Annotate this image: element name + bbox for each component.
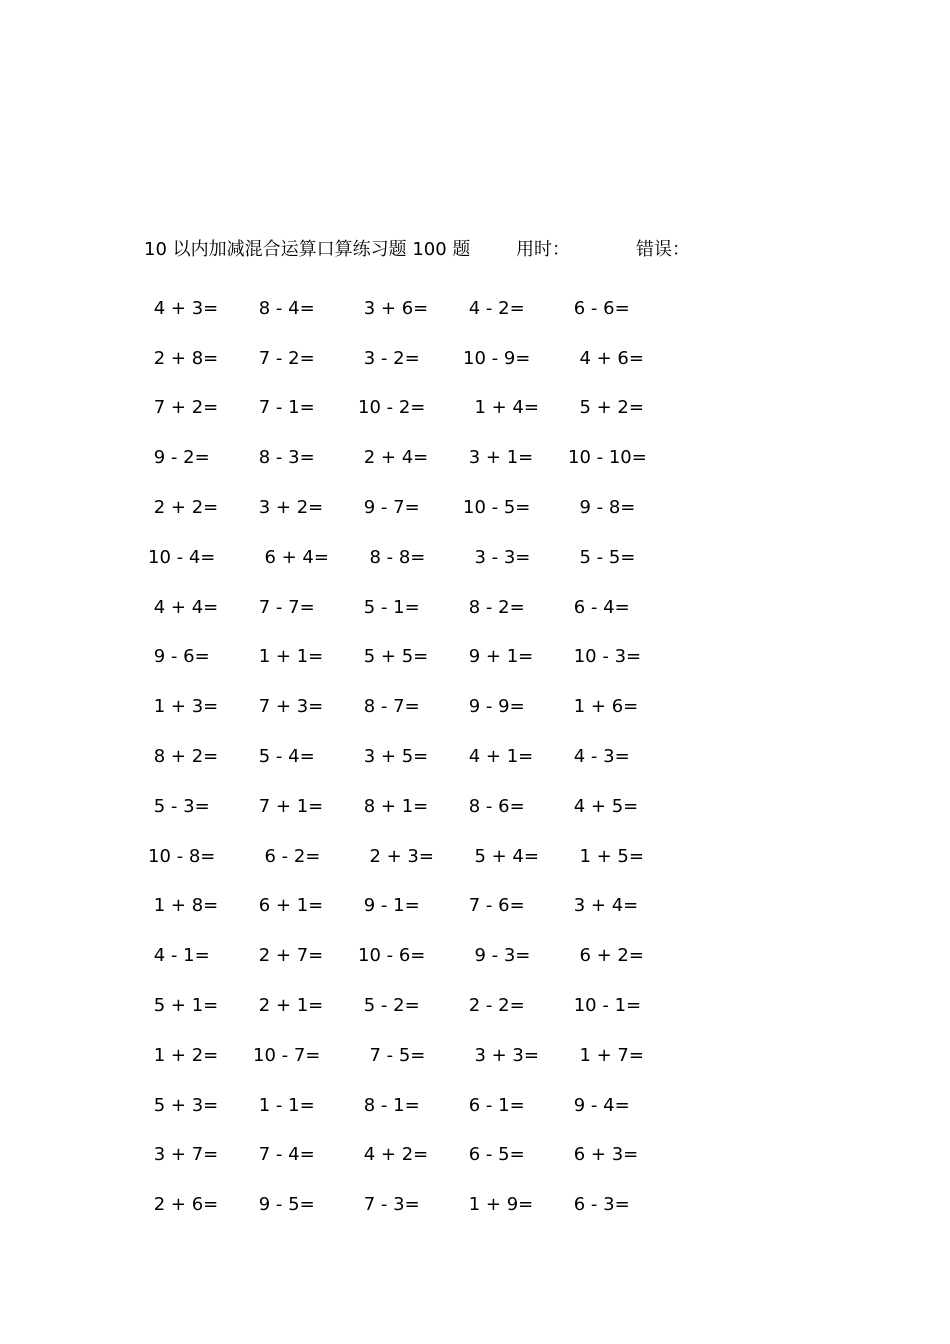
arithmetic-problem: 6 - 6= [568,297,630,319]
problem-row [148,1081,708,1131]
arithmetic-problem: 9 - 1= [358,895,420,917]
problem-row [148,1031,708,1081]
arithmetic-problem: 7 - 7= [253,596,315,618]
arithmetic-problem: 4 + 3= [148,297,219,319]
arithmetic-problem: 3 + 6= [358,297,429,319]
arithmetic-problem: 6 - 3= [568,1194,630,1216]
arithmetic-problem: 7 + 3= [253,696,324,718]
arithmetic-problem: 8 + 1= [358,795,429,817]
arithmetic-problem: 10 - 9= [463,347,531,369]
arithmetic-problem: 2 + 7= [253,945,324,967]
arithmetic-problem: 4 + 4= [148,596,219,618]
arithmetic-problem: 4 + 5= [568,795,639,817]
arithmetic-problem: 7 - 4= [253,1144,315,1166]
arithmetic-problem: 5 - 2= [358,995,420,1017]
arithmetic-problem: 8 - 4= [253,297,315,319]
arithmetic-problem: 8 - 1= [358,1094,420,1116]
arithmetic-problem: 6 + 4= [253,546,329,568]
arithmetic-problem: 9 + 1= [463,646,534,668]
arithmetic-problem: 10 - 10= [568,447,647,469]
problem-row [148,583,708,633]
arithmetic-problem: 7 - 6= [463,895,525,917]
arithmetic-problem: 3 + 2= [253,497,324,519]
arithmetic-problem: 4 + 2= [358,1144,429,1166]
arithmetic-problem: 6 + 3= [568,1144,639,1166]
problem-row [148,433,708,483]
page-title: 10 以内加减混合运算口算练习题 100 题 [144,239,471,260]
arithmetic-problem: 1 + 5= [568,845,644,867]
problem-row [148,981,708,1031]
problem-row [148,882,708,932]
arithmetic-problem: 3 + 4= [568,895,639,917]
arithmetic-problem: 9 - 6= [148,646,210,668]
arithmetic-problem: 1 + 2= [148,1044,219,1066]
problem-row [148,483,708,533]
problem-row [148,384,708,434]
arithmetic-problem: 8 - 7= [358,696,420,718]
arithmetic-problem: 5 - 4= [253,746,315,768]
arithmetic-problem: 3 - 3= [463,546,531,568]
arithmetic-problem: 9 - 8= [568,497,636,519]
arithmetic-problem: 4 + 6= [568,347,644,369]
arithmetic-problem: 7 - 3= [358,1194,420,1216]
arithmetic-problem: 3 + 5= [358,746,429,768]
arithmetic-problem: 4 - 2= [463,297,525,319]
arithmetic-problem: 8 + 2= [148,746,219,768]
arithmetic-problem: 2 + 2= [148,497,219,519]
arithmetic-problem: 9 - 5= [253,1194,315,1216]
arithmetic-problem: 3 + 1= [463,447,534,469]
arithmetic-problem: 1 + 9= [463,1194,534,1216]
arithmetic-problem: 10 - 3= [568,646,642,668]
arithmetic-problem: 2 - 2= [463,995,525,1017]
arithmetic-problem: 1 + 3= [148,696,219,718]
problem-grid [148,284,708,1230]
problem-row [148,284,708,334]
arithmetic-problem: 10 - 6= [358,945,426,967]
arithmetic-problem: 1 + 7= [568,1044,644,1066]
arithmetic-problem: 9 - 3= [463,945,531,967]
arithmetic-problem: 9 - 2= [148,447,210,469]
arithmetic-problem: 10 - 4= [148,546,216,568]
arithmetic-problem: 6 - 5= [463,1144,525,1166]
arithmetic-problem: 10 - 1= [568,995,642,1017]
arithmetic-problem: 5 - 5= [568,546,636,568]
arithmetic-problem: 1 + 6= [568,696,639,718]
arithmetic-problem: 6 + 1= [253,895,324,917]
arithmetic-problem: 1 - 1= [253,1094,315,1116]
arithmetic-problem: 7 - 2= [253,347,315,369]
problem-row [148,782,708,832]
problem-row [148,334,708,384]
arithmetic-problem: 8 - 8= [358,546,426,568]
arithmetic-problem: 7 + 2= [148,397,219,419]
arithmetic-problem: 6 - 4= [568,596,630,618]
problem-row [148,931,708,981]
problem-row [148,682,708,732]
arithmetic-problem: 5 + 5= [358,646,429,668]
arithmetic-problem: 5 + 3= [148,1094,219,1116]
arithmetic-problem: 10 - 2= [358,397,426,419]
problem-row [148,633,708,683]
arithmetic-problem: 7 - 5= [358,1044,426,1066]
arithmetic-problem: 8 - 2= [463,596,525,618]
arithmetic-problem: 2 + 8= [148,347,219,369]
arithmetic-problem: 4 - 3= [568,746,630,768]
arithmetic-problem: 2 + 3= [358,845,434,867]
arithmetic-problem: 9 - 9= [463,696,525,718]
problem-row [148,533,708,583]
arithmetic-problem: 4 + 1= [463,746,534,768]
errors-label: 错误： [636,239,690,260]
time-used-label: 用时： [516,239,570,260]
arithmetic-problem: 10 - 7= [253,1044,321,1066]
arithmetic-problem: 1 + 8= [148,895,219,917]
problem-row [148,1131,708,1181]
arithmetic-problem: 10 - 8= [148,845,216,867]
problem-row [148,1180,708,1230]
arithmetic-problem: 6 - 1= [463,1094,525,1116]
problem-row [148,832,708,882]
arithmetic-problem: 5 - 1= [358,596,420,618]
arithmetic-problem: 10 - 5= [463,497,531,519]
arithmetic-problem: 2 + 4= [358,447,429,469]
arithmetic-problem: 7 - 1= [253,397,315,419]
arithmetic-problem: 9 - 7= [358,497,420,519]
arithmetic-problem: 8 - 6= [463,795,525,817]
arithmetic-problem: 7 + 1= [253,795,324,817]
arithmetic-problem: 9 - 4= [568,1094,630,1116]
arithmetic-problem: 1 + 1= [253,646,324,668]
arithmetic-problem: 5 + 1= [148,995,219,1017]
arithmetic-problem: 3 + 7= [148,1144,219,1166]
arithmetic-problem: 2 + 1= [253,995,324,1017]
arithmetic-problem: 3 - 2= [358,347,420,369]
arithmetic-problem: 4 - 1= [148,945,210,967]
arithmetic-problem: 8 - 3= [253,447,315,469]
arithmetic-problem: 3 + 3= [463,1044,539,1066]
problem-row [148,732,708,782]
arithmetic-problem: 5 - 3= [148,795,210,817]
arithmetic-problem: 5 + 2= [568,397,644,419]
arithmetic-problem: 5 + 4= [463,845,539,867]
arithmetic-problem: 6 - 2= [253,845,321,867]
arithmetic-problem: 1 + 4= [463,397,539,419]
arithmetic-problem: 6 + 2= [568,945,644,967]
arithmetic-problem: 2 + 6= [148,1194,219,1216]
